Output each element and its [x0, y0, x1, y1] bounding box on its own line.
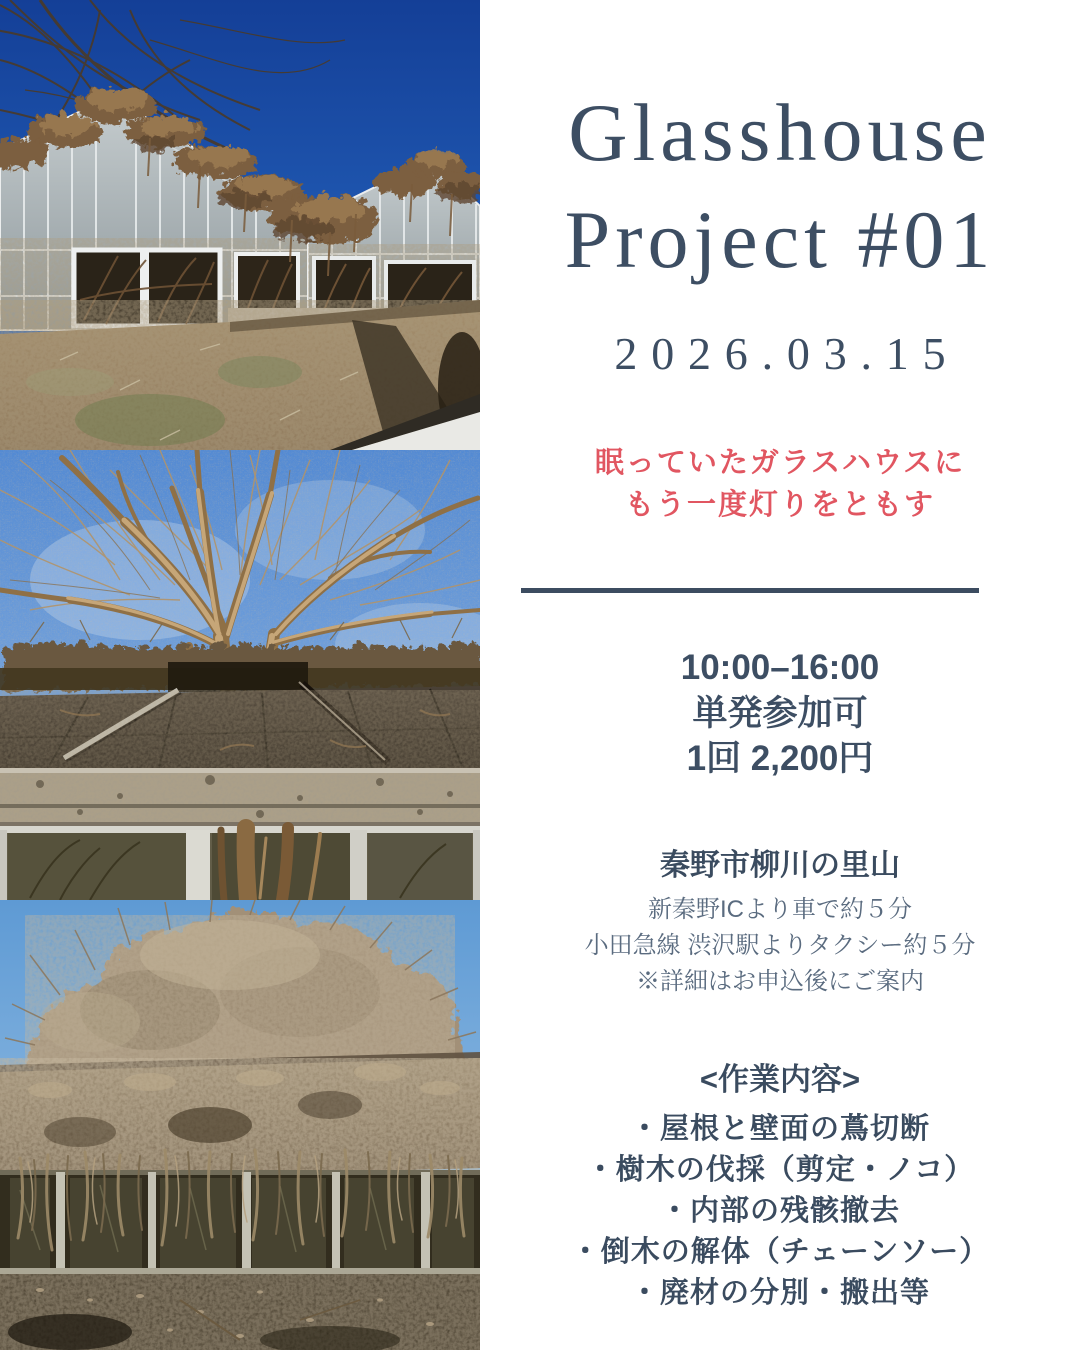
poster-text-panel: [480, 0, 1080, 1350]
access-by-car: 新秦野ICより車で約５分: [647, 895, 912, 923]
location-note: ※詳細はお申込後にご案内: [635, 967, 924, 995]
work-item: ・倒木の解体（チェーンソー）: [570, 1236, 990, 1269]
participation-note: 単発参加可: [692, 693, 868, 733]
location-block: [585, 840, 976, 1000]
event-time: 10:00–16:00: [680, 648, 880, 688]
photo-vine-covered-greenhouse: [0, 900, 480, 1350]
concrete-beam: [0, 768, 480, 826]
bush-mass: [5, 900, 476, 1072]
work-item: ・内部の残骸撤去: [659, 1195, 900, 1228]
window-strip: [0, 826, 480, 900]
work-item: ・樹木の伐採（剪定・ノコ）: [585, 1153, 975, 1186]
access-by-train: 小田急線 渋沢駅よりタクシー約５分: [584, 931, 976, 959]
ground-litter: [0, 1274, 480, 1350]
work-item-list: [571, 1109, 990, 1315]
location-name: 秦野市柳川の里山: [659, 848, 900, 882]
location-access: [585, 892, 976, 1000]
price: 1回 2,200円: [686, 739, 874, 779]
vine-covered-roof: [0, 1052, 480, 1182]
event-date: 2026.03.15: [614, 328, 960, 380]
photo-tree-through-roof: [0, 450, 480, 900]
title-line-1: Glasshouse: [568, 87, 992, 178]
photo-column: [0, 0, 480, 1350]
photo-glasshouse-exterior: [0, 0, 480, 450]
tagline-line-1: 眠っていたガラスハウスに: [594, 447, 966, 480]
work-content-block: [571, 1054, 990, 1315]
work-item: ・廃材の分別・搬出等: [629, 1277, 930, 1310]
title-line-2: Project #01: [564, 193, 996, 285]
schedule-block: [681, 645, 880, 782]
work-heading: <作業内容>: [699, 1061, 861, 1097]
tagline: [595, 442, 965, 526]
tagline-line-2: もう一度灯りをともす: [624, 489, 935, 522]
divider-line: [521, 588, 979, 593]
page-title: [565, 80, 996, 293]
greenhouse-wall: [0, 1170, 480, 1276]
work-item: ・屋根と壁面の蔦切断: [629, 1112, 930, 1145]
